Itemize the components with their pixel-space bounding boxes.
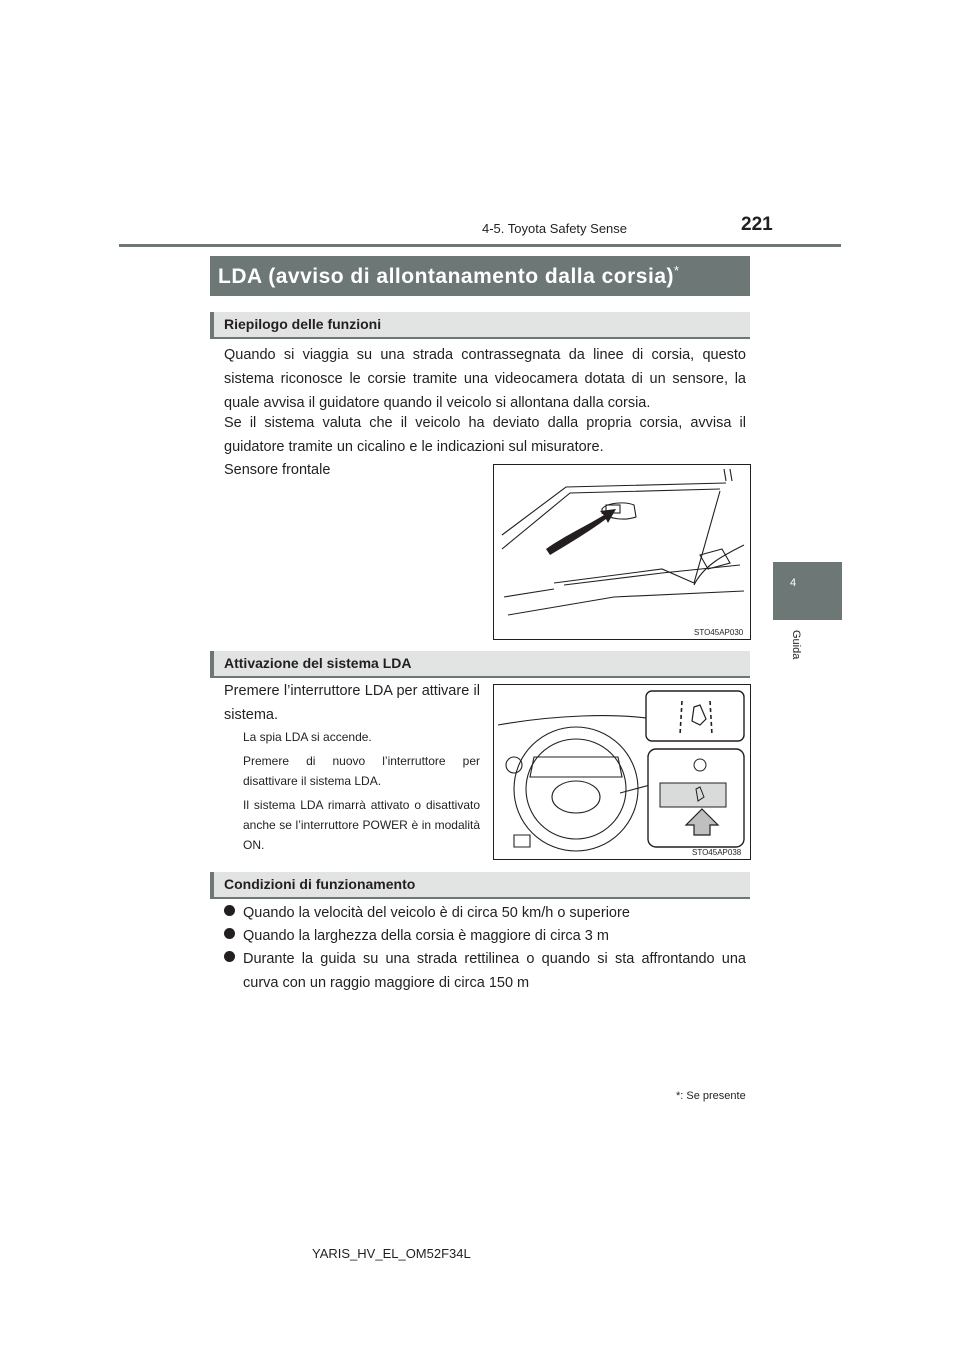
figure-code-1: STO45AP030 xyxy=(694,628,744,637)
summary-paragraph-1: Quando si viaggia su una strada contrassegnata da linee di corsia, questo sistema riconosce le corsie tramite una videocamera dotata di un sensore, la quale avvisa il guidatore quando il veicolo si allontana dalla corsia. xyxy=(224,347,746,411)
header-divider xyxy=(119,244,841,247)
section-heading-summary: Riepilogo delle funzioni xyxy=(224,316,382,332)
activation-note-2: Premere di nuovo l’interruttore per disattivare il sistema LDA. xyxy=(243,754,480,788)
title-footnote-mark: * xyxy=(674,263,680,278)
figure-code-2: STO45AP038 xyxy=(692,848,742,857)
section-heading-conditions: Condizioni di funzionamento xyxy=(224,876,416,892)
page-number: 221 xyxy=(741,214,773,235)
section-heading-activation: Attivazione del sistema LDA xyxy=(224,655,412,671)
chapter-number: 4 xyxy=(790,577,797,589)
page-title xyxy=(218,263,680,289)
lda-switch-illustration xyxy=(494,685,750,859)
bullet-icon xyxy=(224,905,235,916)
footer-code: YARIS_HV_EL_OM52F34L xyxy=(312,1246,471,1261)
condition-item xyxy=(224,947,746,995)
sensor-label: Sensore frontale xyxy=(224,462,331,478)
header-section-title: 4-5. Toyota Safety Sense xyxy=(482,221,628,236)
condition-text: Quando la velocità del veicolo è di circa 50 km/h o superiore xyxy=(243,905,630,921)
figure-front-sensor xyxy=(493,464,751,640)
chapter-label: Guida xyxy=(790,630,802,660)
figure-lda-switch xyxy=(493,684,751,860)
windshield-illustration xyxy=(494,465,750,639)
bullet-icon xyxy=(224,928,235,939)
condition-text: Quando la larghezza della corsia è maggiore di circa 3 m xyxy=(243,928,609,944)
condition-item xyxy=(224,901,746,925)
page-title-text: LDA (avviso di allontanamento dalla corsia) xyxy=(218,265,674,288)
bullet-icon xyxy=(224,951,235,962)
activation-instruction: Premere l’interruttore LDA per attivare il sistema. xyxy=(224,683,480,723)
condition-item xyxy=(224,924,746,948)
activation-note-1: La spia LDA si accende. xyxy=(243,730,372,744)
condition-text: Durante la guida su una strada rettilinea o quando si sta affrontando una curva con un raggio maggiore di circa 150 m xyxy=(243,951,746,991)
footnote: *: Se presente xyxy=(676,1090,746,1102)
summary-paragraph-2: Se il sistema valuta che il veicolo ha deviato dalla propria corsia, avvisa il guidatore tramite un cicalino e le indicazioni sul misuratore. xyxy=(224,415,746,455)
activation-note-3: Il sistema LDA rimarrà attivato o disattivato anche se l’interruttore POWER è in modalità ON. xyxy=(243,798,480,852)
chapter-tab xyxy=(773,562,842,620)
